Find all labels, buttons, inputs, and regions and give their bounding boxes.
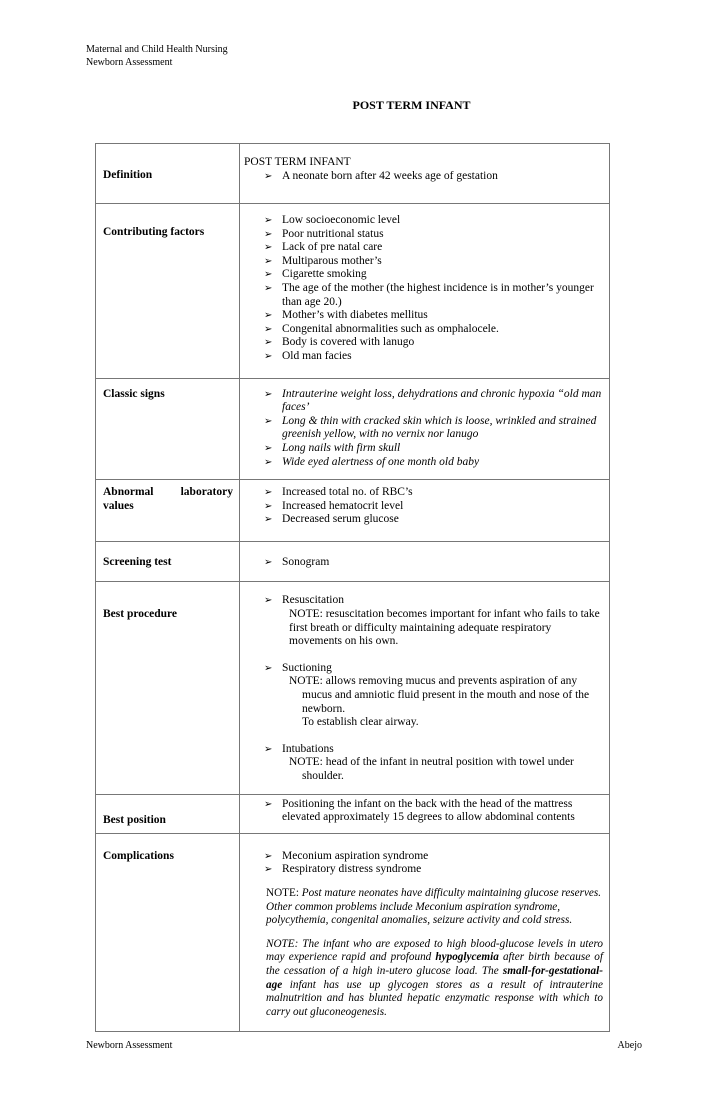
definition-heading: POST TERM INFANT [244,156,351,168]
list-item: ➢ Body is covered with lanugo [264,336,603,350]
list-item: ➢ Respiratory distress syndrome [264,863,603,877]
row-lab-values [96,480,610,542]
lab-list [244,480,603,541]
lab-label: Abnormal laboratory values [103,486,233,512]
list-item: ➢ Congenital abnormalities such as omphalocele. [264,323,603,337]
list-item: ➢ Intubations [264,743,603,757]
resus-note: NOTE: resuscitation becomes important for infant who fails to take first breath or difficulty maintaining adequate respiratory movements on his own. [289,608,600,648]
complications-note-1: NOTE: Post mature neonates have difficulty maintaining glucose reserves. Other common problems include Meconium aspiration syndrome, polycythemia, congenital anomalies, seizure activity and cold stress. [266,886,602,927]
complications-list [244,834,603,877]
page-title: POST TERM INFANT [352,98,471,112]
position-list [244,795,603,833]
header-topic: Newborn Assessment [86,57,173,68]
row-classic-signs [96,378,610,480]
row-procedure [96,582,610,794]
list-item: ➢ Meconium aspiration syndrome [264,850,603,864]
list-item: ➢ Low socioeconomic level [264,214,603,228]
list-item: ➢ Mother’s with diabetes mellitus [264,309,603,323]
definition-label: Definition [103,169,153,181]
list-item: ➢ Multiparous mother’s [264,255,603,269]
definition-list [244,170,603,184]
position-label: Best position [103,813,166,826]
footer-left: Newborn Assessment [86,1040,173,1051]
list-item: ➢ Intrauterine weight loss, dehydrations and chronic hypoxia “old man faces’ [264,388,603,415]
procedure-label: Best procedure [103,608,177,621]
contributing-label: Contributing factors [103,226,205,238]
list-item: ➢ Sonogram [264,556,603,570]
complications-note-2: NOTE: The infant who are exposed to high blood-glucose levels in utero may experience rapid and profound hypoglycemia after birth because of the cessation of a high in-utero glucose load. The small-for-gestational-age infant has use up glycogen stores as a result of intrauterine malnutrition and has blunted hepatic enzymatic response with which to carry out gluconeogenesis. [266,937,603,1018]
row-contributing [96,204,610,379]
list-item: ➢ Cigarette smoking [264,268,603,282]
list-item: ➢ Increased hematocrit level [264,500,603,514]
list-item: ➢ Decreased serum glucose [264,513,603,527]
footer-right: Abejo [617,1040,642,1051]
procedure-resus-list [244,582,603,608]
screening-label: Screening test [103,555,172,568]
list-item: ➢ Suctioning [264,662,603,676]
intub-note-cont: shoulder. [302,770,344,782]
list-item: ➢ Long & thin with cracked skin which is loose, wrinkled and strained greenish yellow, with no vernix nor lanugo [264,415,603,442]
list-item: ➢ Old man facies [264,350,603,364]
assessment-table [95,143,610,1032]
contributing-list [244,204,603,378]
list-item: ➢ Increased total no. of RBC’s [264,486,603,500]
list-item: ➢ The age of the mother (the highest incidence is in mother’s younger than age 20.) [264,282,603,309]
row-position [96,794,610,833]
row-definition [96,144,610,204]
list-item: ➢ Poor nutritional status [264,228,603,242]
list-item: ➢ Lack of pre natal care [264,241,603,255]
procedure-suction-list [244,649,603,676]
header-course: Maternal and Child Health Nursing [86,44,228,55]
screening-list [244,542,603,582]
suction-note-cont2: To establish clear airway. [302,716,419,729]
list-item: ➢ A neonate born after 42 weeks age of gestation [264,170,603,184]
page-header [86,43,228,69]
list-item: ➢ Wide eyed alertness of one month old baby [264,456,603,470]
intub-note: NOTE: head of the infant in neutral position with towel under [289,756,574,769]
procedure-intub-list [244,730,603,757]
list-item: ➢ Positioning the infant on the back with the head of the mattress elevated approximately 15 degrees to allow abdominal contents [264,798,603,825]
row-complications [96,833,610,1032]
classic-label: Classic signs [103,387,165,400]
suction-note: NOTE: allows removing mucus and prevents aspiration of any [289,675,578,688]
list-item: ➢ Long nails with firm skull [264,442,603,456]
suction-note-cont: mucus and amniotic fluid present in the mouth and nose of the newborn. [302,689,590,715]
classic-list [244,379,603,480]
row-screening [96,541,610,582]
complications-label: Complications [103,849,174,862]
list-item: ➢ Resuscitation [264,594,603,608]
